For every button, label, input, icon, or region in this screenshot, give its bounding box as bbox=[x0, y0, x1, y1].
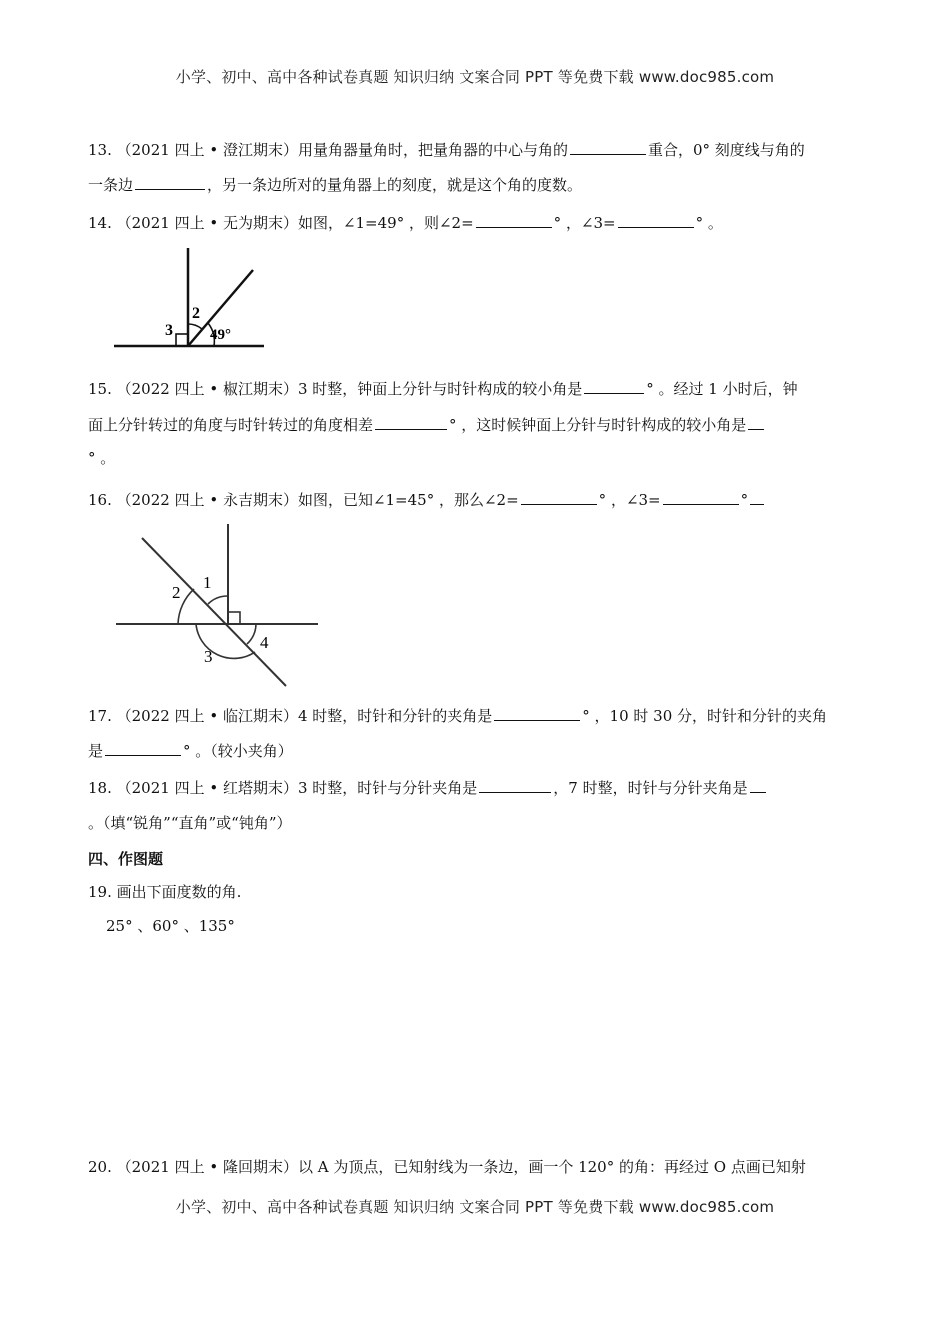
q14-blank-1[interactable] bbox=[476, 212, 552, 228]
q18-text-2: 。（填“锐角”“直角”或“钝角”） bbox=[88, 814, 292, 832]
q15-blank-1[interactable] bbox=[584, 378, 644, 394]
q14-blank-2[interactable] bbox=[618, 212, 694, 228]
q17-blank-2[interactable] bbox=[105, 740, 181, 756]
q14-right-angle-mark bbox=[176, 334, 188, 346]
q14-arc-2 bbox=[188, 324, 202, 329]
question-13-line-2 bbox=[88, 174, 582, 195]
question-19-line-1: 19. 画出下面度数的角. bbox=[88, 883, 242, 901]
q16-label-4: 4 bbox=[260, 633, 269, 652]
q15-text-2b: ° ，这时候钟面上分针与时针构成的较小角是 bbox=[449, 416, 747, 434]
q13-blank-2[interactable] bbox=[135, 174, 205, 190]
question-14-line bbox=[88, 212, 723, 233]
q15-text-1a: 15. （2022 四上 • 椒江期末）3 时整，钟面上分针与时针构成的较小角是 bbox=[88, 380, 583, 398]
q16-blank-tail bbox=[750, 489, 764, 505]
q13-text-2b: ，另一条边所对的量角器上的刻度，就是这个角的度数。 bbox=[207, 176, 583, 194]
q18-blank-1[interactable] bbox=[479, 777, 551, 793]
q16-blank-2[interactable] bbox=[663, 489, 739, 505]
question-16-line bbox=[88, 489, 766, 510]
q16-arc-4 bbox=[247, 624, 256, 644]
q17-text-2a: 是 bbox=[88, 742, 104, 760]
q16-right-angle-mark bbox=[228, 612, 240, 624]
page-header: 小学、初中、高中各种试卷真题 知识归纳 文案合同 PPT 等免费下载 www.doc985.com bbox=[175, 68, 775, 86]
q15-blank-2[interactable] bbox=[375, 414, 447, 430]
question-19-line-2: 25° 、60° 、135° bbox=[106, 917, 235, 935]
q18-blank-2[interactable] bbox=[750, 777, 766, 793]
q14-label-49: 49° bbox=[210, 327, 231, 343]
q16-angle-figure bbox=[112, 520, 322, 690]
question-18-line-1 bbox=[88, 777, 768, 798]
q17-text-2b: ° 。（较小夹角） bbox=[183, 742, 293, 760]
q16-text-b: ° ，∠3= bbox=[598, 491, 661, 509]
question-18-line-2 bbox=[88, 813, 292, 833]
q13-text-2a: 一条边 bbox=[88, 176, 134, 194]
q14-text-c: ° 。 bbox=[695, 214, 723, 232]
q13-text-1a: 13. （2021 四上 • 澄江期末）用量角器量角时，把量角器的中心与角的 bbox=[88, 141, 568, 159]
q16-label-1: 1 bbox=[203, 573, 212, 592]
q16-text-a: 16. （2022 四上 • 永吉期末）如图，已知∠1=45° ，那么∠2= bbox=[88, 491, 519, 509]
q14-angle-figure bbox=[108, 240, 268, 355]
q14-text-a: 14. （2021 四上 • 无为期末）如图，∠1=49° ，则∠2= bbox=[88, 214, 474, 232]
q16-text-c: ° bbox=[740, 491, 749, 509]
q15-text-3: ° 。 bbox=[88, 449, 116, 467]
question-15-line-3 bbox=[88, 448, 115, 468]
q14-label-2: 2 bbox=[192, 305, 200, 322]
q14-text-b: ° ，∠3= bbox=[553, 214, 616, 232]
q17-blank-1[interactable] bbox=[494, 705, 580, 721]
q18-text-1a: 18. （2021 四上 • 红塔期末）3 时整，时针与分针夹角是 bbox=[88, 779, 478, 797]
section-4-heading: 四、作图题 bbox=[88, 850, 164, 868]
q15-text-1b: ° 。经过 1 小时后，钟 bbox=[646, 380, 798, 398]
q16-label-3: 3 bbox=[204, 647, 213, 666]
q16-arc-1 bbox=[208, 596, 228, 604]
q13-text-1b: 重合，0° 刻度线与角的 bbox=[647, 141, 805, 159]
q15-text-2a: 面上分针转过的角度与时针转过的角度相差 bbox=[88, 416, 374, 434]
question-15-line-2 bbox=[88, 414, 766, 435]
q14-label-3: 3 bbox=[165, 322, 173, 339]
q13-blank-1[interactable] bbox=[570, 139, 646, 155]
question-17-line-2 bbox=[88, 740, 293, 761]
q16-label-2: 2 bbox=[172, 583, 181, 602]
question-20-line-1: 20. （2021 四上 • 隆回期末）以 A 为顶点，已知射线为一条边，画一个 120° 的角：再经过 O 点画已知射 bbox=[88, 1158, 806, 1176]
q17-text-1b: ° ，10 时 30 分，时针和分针的夹角 bbox=[582, 707, 828, 725]
question-15-line-1 bbox=[88, 378, 798, 399]
question-13-line-1 bbox=[88, 139, 805, 160]
q17-text-1a: 17. （2022 四上 • 临江期末）4 时整，时针和分针的夹角是 bbox=[88, 707, 493, 725]
q16-diagonal-line bbox=[142, 538, 286, 686]
q15-blank-3[interactable] bbox=[748, 414, 764, 430]
question-17-line-1 bbox=[88, 705, 827, 726]
q16-blank-1[interactable] bbox=[521, 489, 597, 505]
page-footer: 小学、初中、高中各种试卷真题 知识归纳 文案合同 PPT 等免费下载 www.doc985.com bbox=[175, 1198, 775, 1216]
q18-text-1b: ，7 时整，时针与分针夹角是 bbox=[553, 779, 748, 797]
